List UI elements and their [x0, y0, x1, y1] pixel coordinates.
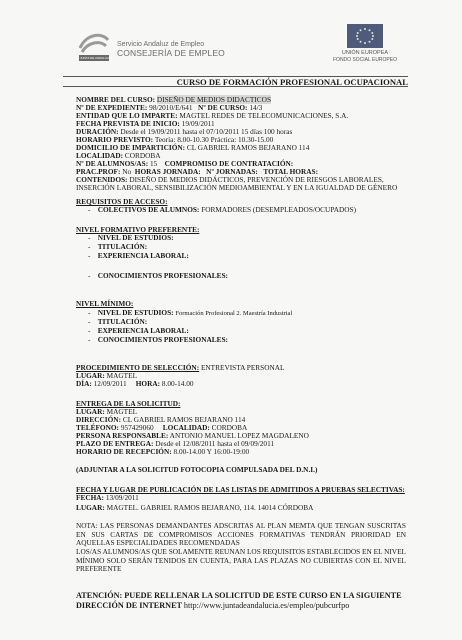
- contenidos-value: DISEÑO DE MEDIOS DIDÁCTICOS, PREVENCIÓN DE RIESGOS LABORALES,: [129, 175, 384, 184]
- nota-paragraph-2: LOS/AS ALUMNOS/AS QUE SOLAMENTE REUNAN LOS REQUISITOS ESTABLECIDOS EN EL NIVEL MÍNIMO SOLO SERÁN TENIDOS EN CUENTA, PARA LAS PLAZAS NO CUBIERTAS CON EL NIVEL PREFERENTE: [76, 547, 406, 574]
- min-estudios-value: Formación Profesional 2. Maestría Industrial: [175, 310, 293, 317]
- footer-url-link[interactable]: http://www.juntadeandalucia.es/empleo/pubcurfpo: [183, 601, 350, 610]
- num-curso-value: 14/3: [249, 103, 263, 112]
- min-experiencia-row: [88, 327, 189, 335]
- entrega-lugar-value: MAGTEL: [106, 407, 138, 416]
- entrega-direccion-label: DIRECCIÓN:: [76, 415, 121, 424]
- pref-titulacion-label: TITULACIÓN:: [97, 242, 148, 251]
- seleccion-dia-value: 12/09/2011: [93, 379, 127, 388]
- colectivos-row: [88, 206, 356, 214]
- nivel-preferente-heading: NIVEL FORMATIVO PREFERENTE:: [76, 225, 200, 234]
- adjuntar-note: (ADJUNTAR A LA SOLICITUD FOTOCOPIA COMPULSADA DEL D.N.I.): [76, 465, 318, 474]
- pref-experiencia-row: [88, 252, 189, 260]
- contenidos-value-2: INSERCIÓN LABORAL, SENSIBILIZACIÓN MEDIOAMBIENTAL Y EN LA IGUALDAD DE GÉNERO: [76, 183, 398, 192]
- seleccion-lugar-value: MAGTEL: [106, 371, 138, 380]
- eu-text-block: [330, 50, 400, 64]
- bullet: -: [88, 308, 91, 317]
- bullet: -: [88, 242, 91, 251]
- alumnos-value: 15: [149, 159, 158, 168]
- junta-text-block: [117, 40, 225, 58]
- horas-jornada-label: HORAS JORNADA:: [134, 167, 201, 176]
- entidad-label: ENTIDAD QUE LO IMPARTE:: [76, 111, 178, 120]
- min-experiencia-label: EXPERIENCIA LABORAL:: [97, 326, 189, 335]
- seleccion-lugar-label: LUGAR:: [76, 371, 105, 380]
- seleccion-dia-label: DÍA:: [76, 379, 92, 388]
- num-jornadas-label: Nº JORNADAS:: [206, 167, 258, 176]
- contenidos-label: CONTENIDOS:: [76, 175, 128, 184]
- bullet: -: [88, 233, 91, 242]
- fecha-inicio-label: FECHA PREVISTA DE INICIO:: [76, 119, 180, 128]
- publicacion-lugar-value: MAGTEL. GABRIEL RAMOS BEJARANO, 114. 14014 CÓRDOBA: [106, 503, 314, 512]
- entrega-responsable-label: PERSONA RESPONSABLE:: [76, 431, 169, 440]
- nota-paragraph-1: NOTA: LAS PERSONAS DEMANDANTES ADSCRITAS AL PLAN MEMTA QUE TENGAN SUSCRITAS EN SUS CARTAS DE COMPROMISOS ACCIONES FORMATIVAS TENDRÁN PRIORIDAD EN AQUELLAS ESPECIALIDADES RECOMENDADAS: [76, 521, 406, 548]
- min-conocimientos-label: CONOCIMIENTOS PROFESIONALES:: [97, 335, 228, 344]
- bullet: -: [88, 335, 91, 344]
- domicilio-value: CL GABRIEL RAMOS BEJARANO 114: [186, 143, 310, 152]
- entrega-direccion-value: CL GABRIEL RAMOS BEJARANO 114: [122, 415, 246, 424]
- pref-conocimientos-label: CONOCIMIENTOS PROFESIONALES:: [97, 271, 228, 280]
- min-titulacion-row: [88, 318, 147, 326]
- pref-experiencia-label: EXPERIENCIA LABORAL:: [97, 251, 189, 260]
- seleccion-value: ENTREVISTA PERSONAL: [200, 363, 285, 372]
- title-bottom-rule: [63, 86, 408, 87]
- entrega-localidad-label: LOCALIDAD:: [162, 423, 210, 432]
- entrega-telefono-value: 957429060: [120, 423, 154, 432]
- seleccion-dia-row: [76, 380, 194, 388]
- horario-value: Teoría: 8.00-10.30 Práctica: 10.30-15.00: [154, 135, 274, 144]
- colectivos-label: COLECTIVOS DE ALUMNOS:: [97, 205, 200, 214]
- entrega-plazo-value: Desde el 12/08/2011 hasta el 09/09/2011: [155, 439, 275, 448]
- bullet: -: [88, 271, 91, 280]
- prac-label: PRAC.PROF:: [76, 167, 121, 176]
- alumnos-label: Nº DE ALUMNOS/AS:: [76, 159, 149, 168]
- entrega-heading: ENTREGA DE LA SOLICITUD:: [76, 399, 181, 408]
- contenidos-row-2: [76, 184, 397, 192]
- pref-titulacion-row: [88, 243, 147, 251]
- min-conocimientos-row: [88, 336, 228, 344]
- total-horas-label: TOTAL HORAS:: [263, 167, 319, 176]
- eu-flag-icon: [347, 24, 383, 48]
- compromiso-label: COMPROMISO DE CONTRATACIÓN:: [164, 159, 294, 168]
- min-titulacion-label: TITULACIÓN:: [97, 317, 148, 326]
- eu-fund-name: FONDO SOCIAL EUROPEO: [333, 57, 397, 63]
- publicacion-lugar-row: [76, 504, 313, 512]
- entrega-recepcion-value: 8.00-14.00 Y 16:00-19:00: [173, 447, 250, 456]
- junta-andalucia-logo: [76, 28, 112, 62]
- seleccion-hora-label: HORA:: [135, 379, 161, 388]
- entrega-responsable-value: ANTONIO MANUEL LOPEZ MAGDALENO: [169, 431, 309, 440]
- entrega-recepcion-label: HORARIO DE RECEPCIÓN:: [76, 447, 172, 456]
- entrega-plazo-label: PLAZO DE ENTREGA:: [76, 439, 154, 448]
- bullet: -: [88, 205, 91, 214]
- course-name-value: DISEÑO DE MEDIOS DIDACTICOS: [156, 95, 272, 104]
- junta-service-name: Servicio Andaluz de Empleo: [117, 41, 205, 48]
- bullet: -: [88, 326, 91, 335]
- fecha-inicio-value: 19/09/2011: [181, 119, 215, 128]
- footer-line-1: ATENCIÓN: PUEDE RELLENAR LA SOLICITUD DE ESTE CURSO EN LA SIGUIENTE: [76, 591, 402, 600]
- eu-union-name: UNIÓN EUROPEA: [341, 50, 389, 56]
- localidad-label: LOCALIDAD:: [76, 151, 124, 160]
- localidad-value: CORDOBA: [124, 151, 161, 160]
- publicacion-fecha-label: FECHA:: [76, 493, 104, 502]
- publicacion-fecha-value: 13/09/2011: [105, 493, 139, 502]
- min-estudios-label: NIVEL DE ESTUDIOS:: [97, 308, 174, 317]
- junta-logo-caption: JUNTA DE ANDALUCIA: [80, 56, 113, 60]
- num-curso-label: Nº DE CURSO:: [198, 103, 248, 112]
- horario-label: HORARIO PREVISTO:: [76, 135, 154, 144]
- nivel-minimo-heading: NIVEL MÍNIMO:: [76, 299, 134, 308]
- duracion-value: Desde el 19/09/2011 hasta el 07/10/2011 15 días 100 horas: [120, 127, 293, 136]
- domicilio-label: DOMICILIO DE IMPARTICIÓN:: [76, 143, 186, 152]
- publicacion-lugar-label: LUGAR:: [76, 503, 105, 512]
- colectivos-value: FORMADORES (DESEMPLEADOS/OCUPADOS): [201, 205, 357, 214]
- seleccion-heading: PROCEDIMIENTO DE SELECCIÓN:: [76, 363, 200, 372]
- prac-value: No: [122, 167, 132, 176]
- expediente-label: Nº DE EXPEDIENTE:: [76, 103, 148, 112]
- entrega-localidad-value: CORDOBA: [211, 423, 248, 432]
- expediente-value: 98/2010/E/641: [149, 103, 193, 112]
- course-name-label: NOMBRE DEL CURSO:: [76, 95, 156, 104]
- requisitos-heading: REQUISITOS DE ACCESO:: [76, 197, 168, 206]
- publicacion-fecha-row: [76, 494, 139, 502]
- entidad-value: MAGTEL REDES DE TELECOMUNICACIONES, S.A.: [179, 111, 349, 120]
- entrega-lugar-label: LUGAR:: [76, 407, 105, 416]
- publicacion-heading: FECHA Y LUGAR DE PUBLICACIÓN DE LAS LISTAS DE ADMITIDOS A PRUEBAS SELECTIVAS:: [76, 485, 405, 494]
- seleccion-hora-value: 8.00-14.00: [161, 379, 194, 388]
- bullet: -: [88, 317, 91, 326]
- footer-internet-label: DIRECCIÓN DE INTERNET: [76, 601, 182, 610]
- duracion-label: DURACIÓN:: [76, 127, 119, 136]
- pref-estudios-label: NIVEL DE ESTUDIOS:: [97, 233, 174, 242]
- entrega-recepcion-row: [76, 448, 249, 456]
- pref-conocimientos-row: [88, 272, 228, 280]
- footer-line-2: [76, 601, 349, 611]
- pref-estudios-row: [88, 234, 174, 242]
- bullet: -: [88, 251, 91, 260]
- junta-department-name: CONSEJERÍA DE EMPLEO: [117, 48, 225, 58]
- entrega-telefono-label: TELÉFONO:: [76, 423, 119, 432]
- document-title: CURSO DE FORMACIÓN PROFESIONAL OCUPACIONAL: [176, 77, 408, 87]
